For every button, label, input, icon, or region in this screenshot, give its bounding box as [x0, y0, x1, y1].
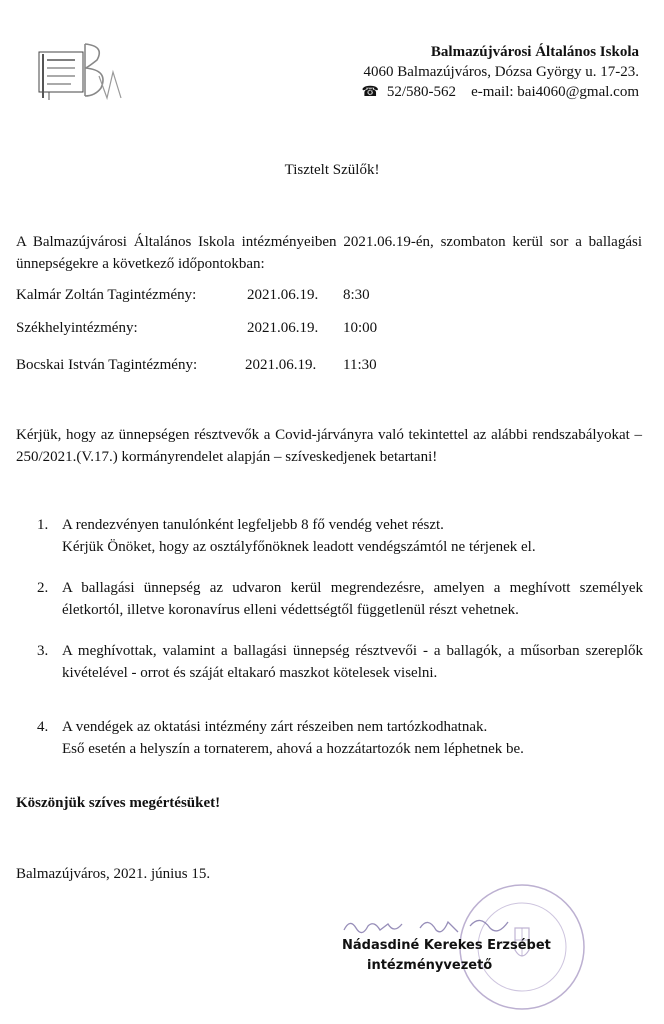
- rule-item: [37, 514, 643, 558]
- schedule-location: Kalmár Zoltán Tagintézmény:: [16, 287, 197, 303]
- rule-line: A meghívottak, valamint a ballagási ünnepség résztvevői - a ballagók, a műsorban szereplők kivételével - orrot és száját eltakaró maszkot kötelesek viselni.: [62, 643, 643, 681]
- rule-number: 3.: [37, 643, 49, 659]
- school-address: 4060 Balmazújváros, Dózsa György u. 17-23.: [363, 64, 639, 80]
- schedule-time: 11:30: [343, 357, 377, 373]
- phone-icon: ☎: [361, 85, 379, 100]
- rule-number: 2.: [37, 580, 49, 596]
- greeting: Tisztelt Szülők!: [284, 162, 380, 178]
- rule-line: Eső esetén a helyszín a tornaterem, ahová a hozzátartozók nem léphetnek be.: [62, 741, 524, 757]
- rule-line: A ballagási ünnepség az udvaron kerül megrendezésre, amelyen a meghívott személyek életkortól, illetve koronavírus elleni védettségtől függetlenül részt vehetnek.: [62, 580, 643, 618]
- phone-number: 52/580-562: [386, 84, 457, 100]
- school-logo: [35, 38, 125, 100]
- rule-line: A rendezvényen tanulónként legfeljebb 8 fő vendég vehet részt.: [62, 517, 444, 533]
- schedule-location: Székhelyintézmény:: [16, 320, 138, 336]
- rule-number: 1.: [37, 517, 49, 533]
- rules-intro: Kérjük, hogy az ünnepségen résztvevők a Covid-járványra való tekintettel az alábbi rendszabályokat – 250/2021.(V.17.) kormányrendelet alapján – szíveskedjenek betartani!: [16, 427, 642, 465]
- contact-line: [361, 84, 639, 101]
- rule-item: [37, 716, 643, 760]
- rule-line: A vendégek az oktatási intézmény zárt részeiben nem tartózkodhatnak.: [62, 719, 488, 735]
- thanks-line: Köszönjük szíves megértésüket!: [16, 795, 221, 811]
- rule-item: [37, 640, 643, 684]
- schedule-date: 2021.06.19.: [247, 320, 319, 336]
- email-address: e-mail: bai4060@gmal.com: [471, 84, 639, 100]
- schedule-date: 2021.06.19.: [247, 287, 319, 303]
- rule-number: 4.: [37, 719, 49, 735]
- rule-item: [37, 577, 643, 621]
- place-date: Balmazújváros, 2021. június 15.: [16, 866, 211, 882]
- rule-line: Kérjük Önöket, hogy az osztályfőnöknek leadott vendégszámtól ne térjenek el.: [62, 539, 536, 555]
- school-name: Balmazújvárosi Általános Iskola: [430, 44, 639, 60]
- schedule-time: 8:30: [343, 287, 370, 303]
- signatory-title: intézményvezető: [367, 958, 493, 973]
- signatory-name: Nádasdiné Kerekes Erzsébet: [342, 938, 551, 953]
- schedule-time: 10:00: [343, 320, 378, 336]
- intro-paragraph: A Balmazújvárosi Általános Iskola intézményeiben 2021.06.19-én, szombaton kerül sor a ballagási ünnepségekre a következő időpontokban:: [16, 234, 642, 272]
- schedule-location: Bocskai István Tagintézmény:: [16, 357, 198, 373]
- schedule-date: 2021.06.19.: [245, 357, 317, 373]
